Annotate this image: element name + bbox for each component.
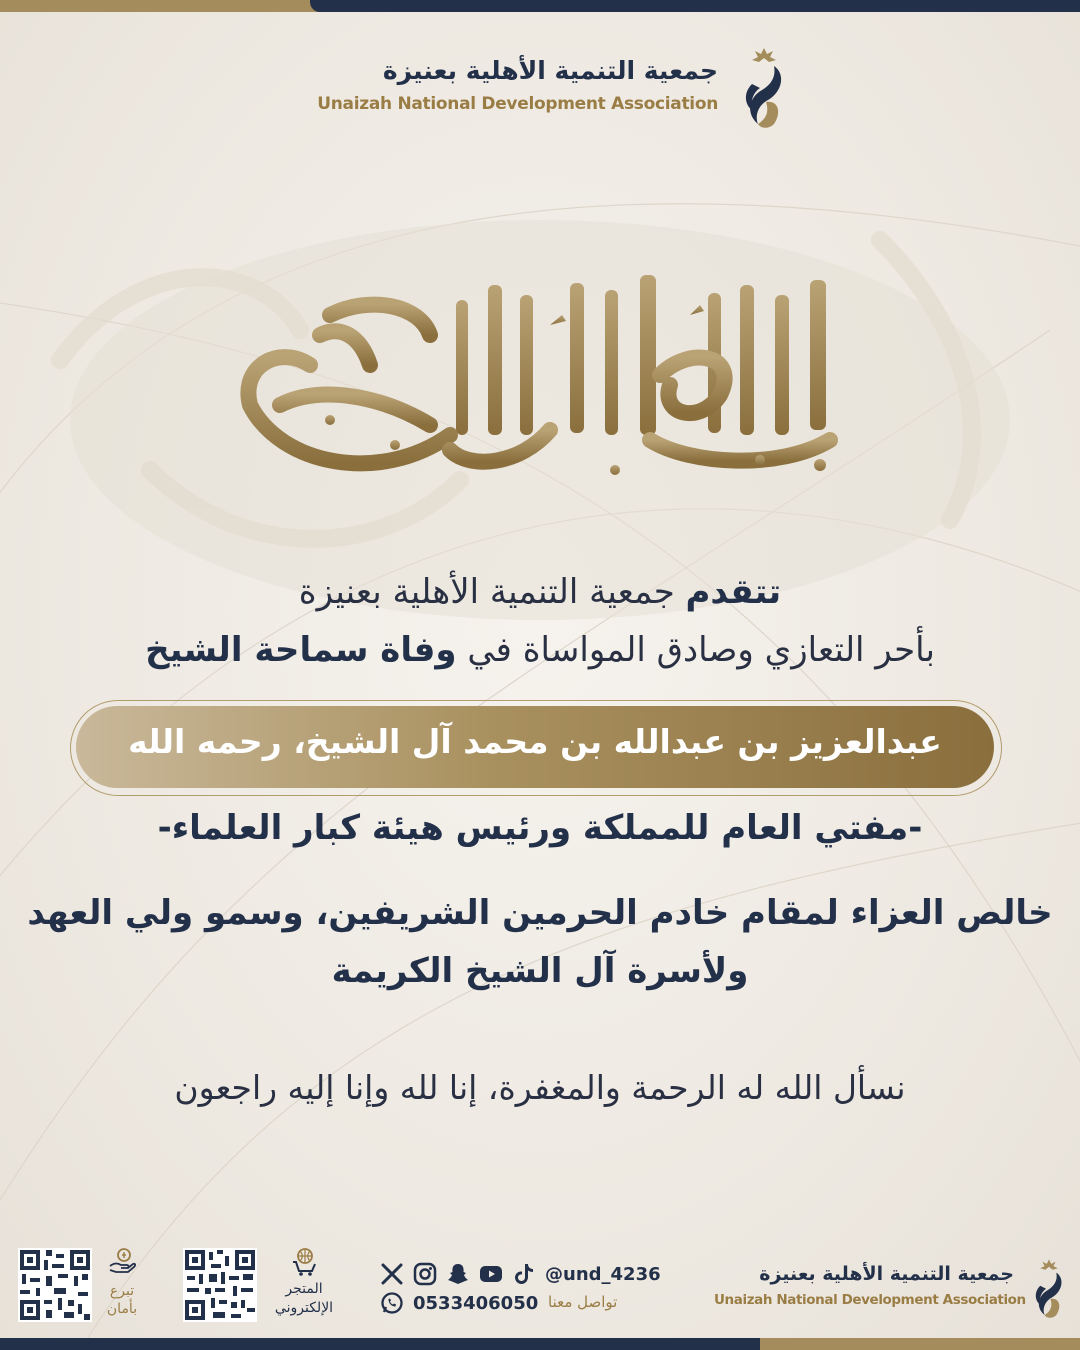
phone-number[interactable]: 0533406050 [413,1293,539,1314]
message-line2 [0,630,1080,670]
instagram-icon[interactable] [413,1262,437,1286]
message-line2-rest: بأحر التعازي وصادق المواساة في [456,630,935,670]
snapchat-icon[interactable] [446,1262,470,1286]
whatsapp-icon[interactable] [380,1291,404,1315]
store-label [262,1280,346,1318]
message-line1 [0,572,1080,612]
deceased-title: -مفتي العام للمملكة ورئيس هيئة كبار العلماء- [157,808,923,848]
footer-name-en: Unaizah National Development Association [714,1292,1026,1308]
youtube-icon[interactable] [479,1262,503,1286]
contact-label: تواصل معنا [548,1293,618,1311]
top-bar-gold [0,0,320,12]
association-logo-icon [738,44,790,130]
calligraphy-inna-lillah [220,255,860,495]
tiktok-icon[interactable] [512,1262,536,1286]
cart-globe-icon [290,1247,320,1277]
deceased-name: عبدالعزيز بن عبدالله بن محمد آل الشيخ، رحمه الله [128,722,942,761]
condolence-line2: ولأسرة آل الشيخ الكريمة [331,951,749,991]
x-icon[interactable] [380,1262,404,1286]
donate-qr-code[interactable] [18,1248,92,1322]
condolence-line1: خالص العزاء لمقام خادم الحرمين الشريفين، وسمو ولي العهد [27,893,1053,933]
donate-hand-icon [108,1246,136,1274]
header [317,44,790,134]
bottom-bar-navy [0,1338,770,1350]
top-bar-navy [310,0,1080,12]
message-line1-bold: تتقدم [685,572,782,612]
message-line2-bold: وفاة سماحة الشيخ [145,630,457,670]
association-name-ar: جمعية التنمية الأهلية بعنيزة [382,56,718,85]
store-qr-code[interactable] [183,1248,257,1322]
prayer-line: نسأل الله له الرحمة والمغفرة، إنا لله وإنا إليه راجعون [174,1068,906,1107]
store-label-line2: الإلكتروني [274,1300,334,1316]
donate-label-line2: بأمان [106,1301,138,1317]
footer-name-ar: جمعية التنمية الأهلية بعنيزة [759,1263,1014,1285]
footer-logo-icon [1030,1255,1068,1321]
association-name-en: Unaizah National Development Association [317,94,718,114]
social-handle[interactable]: @und_4236 [545,1264,661,1285]
bottom-bar-gold [760,1338,1080,1350]
message-line1-rest: جمعية التنمية الأهلية بعنيزة [298,572,686,612]
store-label-line1: المتجر [285,1281,323,1297]
donate-label [96,1282,148,1318]
donate-label-line1: تبرع [109,1283,135,1299]
